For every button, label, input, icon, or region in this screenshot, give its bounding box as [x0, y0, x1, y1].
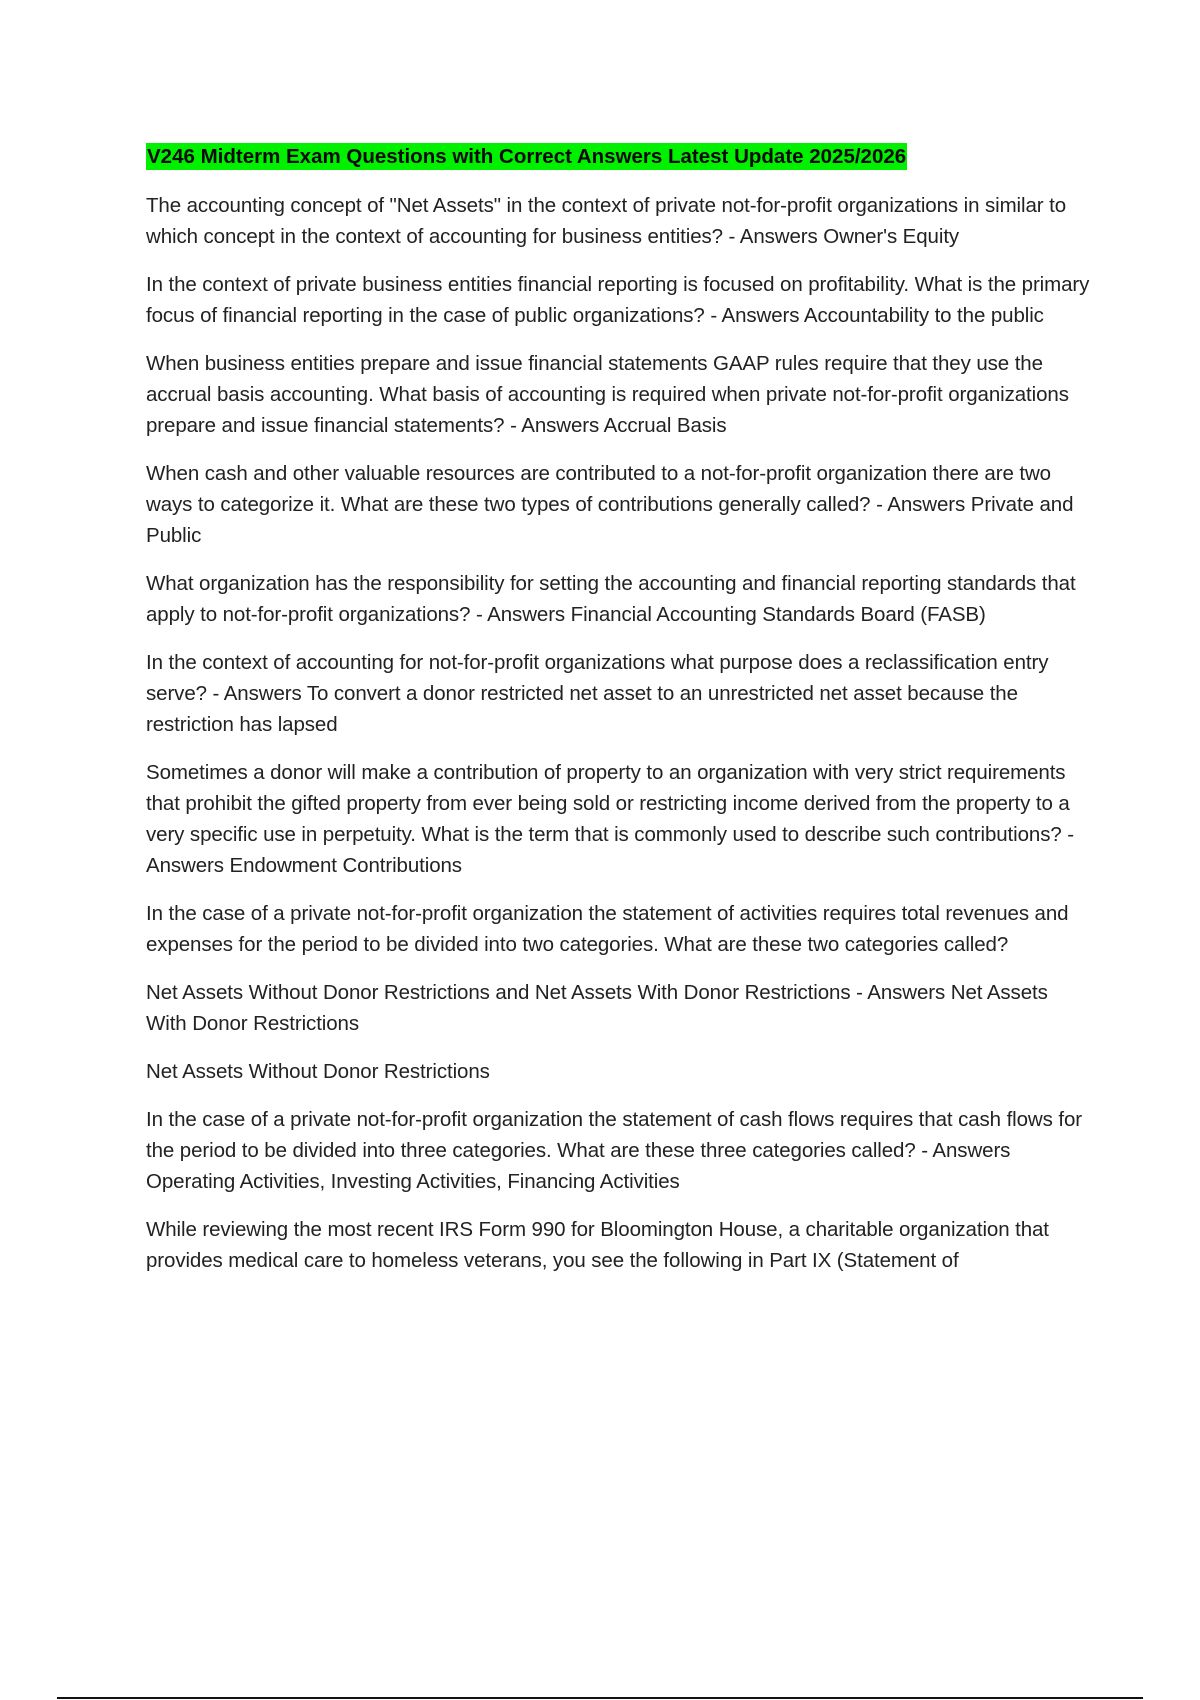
qa-paragraph-5: What organization has the responsibility for setting the accounting and financial reporting standards that apply to not-for-profit organizations? - Answers Financial Accounting Standards Board (FASB) — [146, 572, 1076, 626]
document-title: V246 Midterm Exam Questions with Correct Answers Latest Update 2025/2026 — [147, 145, 907, 168]
qa-paragraph-4: When cash and other valuable resources are contributed to a not-for-profit organization there are two ways to categorize it. What are these two types of contributions generally called? - Answers Private and Public — [146, 462, 1074, 547]
qa-paragraph-3: When business entities prepare and issue financial statements GAAP rules require that they use the accrual basis accounting. What basis of accounting is required when private not-for-profit organizations prepare and issue financial statements? - Answers Accrual Basis — [146, 352, 1069, 437]
qa-paragraph-10: Net Assets Without Donor Restrictions — [146, 1060, 490, 1083]
document-page — [146, 146, 1090, 1293]
qa-paragraph-6: In the context of accounting for not-for-profit organizations what purpose does a reclassification entry serve? - Answers To convert a donor restricted net asset to an unrestricted net asset because the restriction has lapsed — [146, 651, 1049, 736]
qa-paragraph-8: In the case of a private not-for-profit organization the statement of activities requires total revenues and expenses for the period to be divided into two categories. What are these two categories called? — [146, 902, 1069, 956]
qa-paragraph-9: Net Assets Without Donor Restrictions and Net Assets With Donor Restrictions - Answers Net Assets With Donor Restrictions — [146, 981, 1048, 1035]
qa-paragraph-2: In the context of private business entities financial reporting is focused on profitability. What is the primary focus of financial reporting in the case of public organizations? - Answers Accountability to the public — [146, 273, 1090, 327]
footer-divider — [57, 1697, 1143, 1699]
qa-paragraph-7: Sometimes a donor will make a contribution of property to an organization with very strict requirements that prohibit the gifted property from ever being sold or restricting income derived from the property to a very specific use in perpetuity. What is the term that is commonly used to describe such contributions? - Answers Endowment Contributions — [146, 761, 1074, 877]
qa-paragraph-11: In the case of a private not-for-profit organization the statement of cash flows requires that cash flows for the period to be divided into three categories. What are these three categories called? - Answers Operating Activities, Investing Activities, Financing Activities — [146, 1108, 1082, 1193]
title-block — [146, 146, 1090, 170]
qa-paragraph-12: While reviewing the most recent IRS Form 990 for Bloomington House, a charitable organization that provides medical care to homeless veterans, you see the following in Part IX (Statement of — [146, 1218, 1049, 1272]
qa-paragraph-1: The accounting concept of "Net Assets" in the context of private not-for-profit organizations in similar to which concept in the context of accounting for business entities? - Answers Owner's Equity — [146, 194, 1066, 248]
